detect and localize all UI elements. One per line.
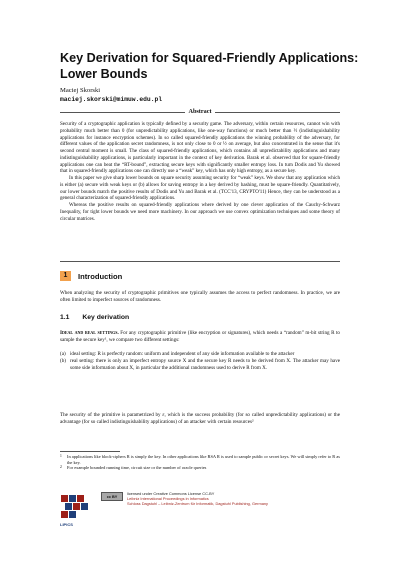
footnote-text: For example bounded running time, circuit size or the number of oracle queries — [67, 465, 207, 471]
list-marker: (a) — [60, 351, 66, 357]
security-paragraph-text: The security of the primitive is parametrized by ε, which is the success probability (for so called unpredictability applications) or the advantage (for so called indistinguishability applications) of an attacker with certain resources² — [60, 412, 340, 425]
lipics-logo-text: LIPICS — [60, 522, 73, 527]
intro-paragraph-text: When analyzing the security of cryptographic primitives one typically assumes the access to perfect randomness. In practice, we are often limited to imperfect sources of randomness. — [60, 290, 340, 303]
footnote — [60, 465, 340, 471]
footnote-text: In applications like block-ciphers R is simply the key. In other applications like RSA R is used to sample public or secret keys. We will simply refer to R as the key. — [67, 454, 340, 465]
section-heading-introduction — [60, 270, 122, 282]
license-line: licensed under Creative Commons License CC-BY — [127, 491, 215, 496]
subsection-number: 1.1 — [60, 314, 70, 321]
section-title: Introduction — [78, 271, 123, 281]
security-paragraph — [60, 412, 340, 426]
lipics-logo-icon — [60, 492, 90, 522]
license-block — [127, 492, 347, 507]
ideal-real-text: For any cryptographic primitive (like encryption or signatures), which needs a “random” m-bit string R to sample the secure key¹, we compare two different settings: — [60, 330, 340, 343]
footnote-rule — [60, 451, 120, 452]
list-marker: (b) — [60, 357, 66, 364]
abstract-paragraph-2: In this paper we give sharp lower bounds on square security assuming security for “weak” keys. We show that any application which is either (a) secure with weak keys or (b) allows for saving entropy in a key derived by hashing, must be square-friendly. Quantitatively, our lower bounds match the positive results of Dodis and Yu and Barak et al. (TCC'13, CRYPTO'11) Hence, they can be understood as a general characterization of squared-friendly applications. — [60, 175, 340, 202]
cc-by-badge-icon: cc BY — [101, 492, 123, 501]
footnotes — [60, 454, 340, 471]
intro-paragraph — [60, 290, 340, 304]
ideal-real-paragraph — [60, 330, 340, 344]
list-item-text: real setting: there is only an imperfect entropy source X and the secure key R needs to be derived from X. The attacker may have some side information about X, in particular the additional randomness used to derive R from X. — [70, 357, 340, 371]
list-item — [60, 351, 340, 358]
list-item-text: ideal setting: R is perfectly random: uniform and independent of any side information available to the attacker — [70, 351, 295, 357]
abstract-paragraph-1: Security of a cryptographic application is typically defined by a security game. The adversary, within certain resources, cannot win with probability much better than 0 (for unpredictability applications, like one-way functions) or much better than ½ (indistinguishability applications for instance encryption schemes). In so called squared-friendly applications the winning probability of the adversary, for different values of the application secret randomness, is not only close to 0 or ½ on average, but also concentrated in the sense that it's second central moment is small. The class of squared-friendly applications, which contains all unpredictability applications and many indistinguishability applications, is particularly important in the context of key derivation. Barak et al. observed that for square-friendly applications one can beat the “RT-bound”, extracting secure keys with significantly smaller entropy loss. In turn Dodis and Yu showed that in squared-friendly applications one can directly use a “weak” key, which has only high entropy, as a secure key. — [60, 121, 340, 175]
section-number-badge: 1 — [60, 271, 71, 281]
ideal-real-heading: Ideal and real settings. — [60, 330, 119, 336]
publisher-line: Schloss Dagstuhl – Leibniz-Zentrum für Informatik, Dagstuhl Publishing, Germany — [127, 500, 268, 506]
footnote-mark: 2 — [60, 465, 62, 470]
author-name: Maciej Skorski — [60, 87, 101, 94]
title-line-1: Key Derivation for Squared-Friendly Applications: — [60, 51, 359, 65]
paper-title — [60, 51, 360, 82]
abstract-label-text: Abstract — [185, 108, 214, 115]
settings-list — [60, 351, 340, 372]
abstract-paragraph-3: Whereas the positive results on squared-friendly applications where derived by one clever application of the Cauchy-Schwarz Inequality, for tight lower bounds we need more machinery. In our approach we use convex optimization techniques and some theory of circular matrices. — [60, 202, 340, 222]
title-line-2: Lower Bounds — [60, 66, 148, 81]
subsection-title: Key derivation — [82, 314, 130, 321]
author-email: maciej.skorski@mimuw.edu.pl — [60, 95, 163, 103]
abstract-body — [60, 121, 340, 222]
footnote — [60, 454, 340, 465]
subsection-heading — [60, 314, 129, 321]
lipics-series-line: Leibniz International Proceedings in Informatics — [127, 495, 209, 501]
footnote-mark: 1 — [60, 454, 62, 458]
abstract-bottom-rule — [60, 261, 340, 262]
list-item — [60, 358, 340, 372]
abstract-label — [0, 108, 400, 116]
